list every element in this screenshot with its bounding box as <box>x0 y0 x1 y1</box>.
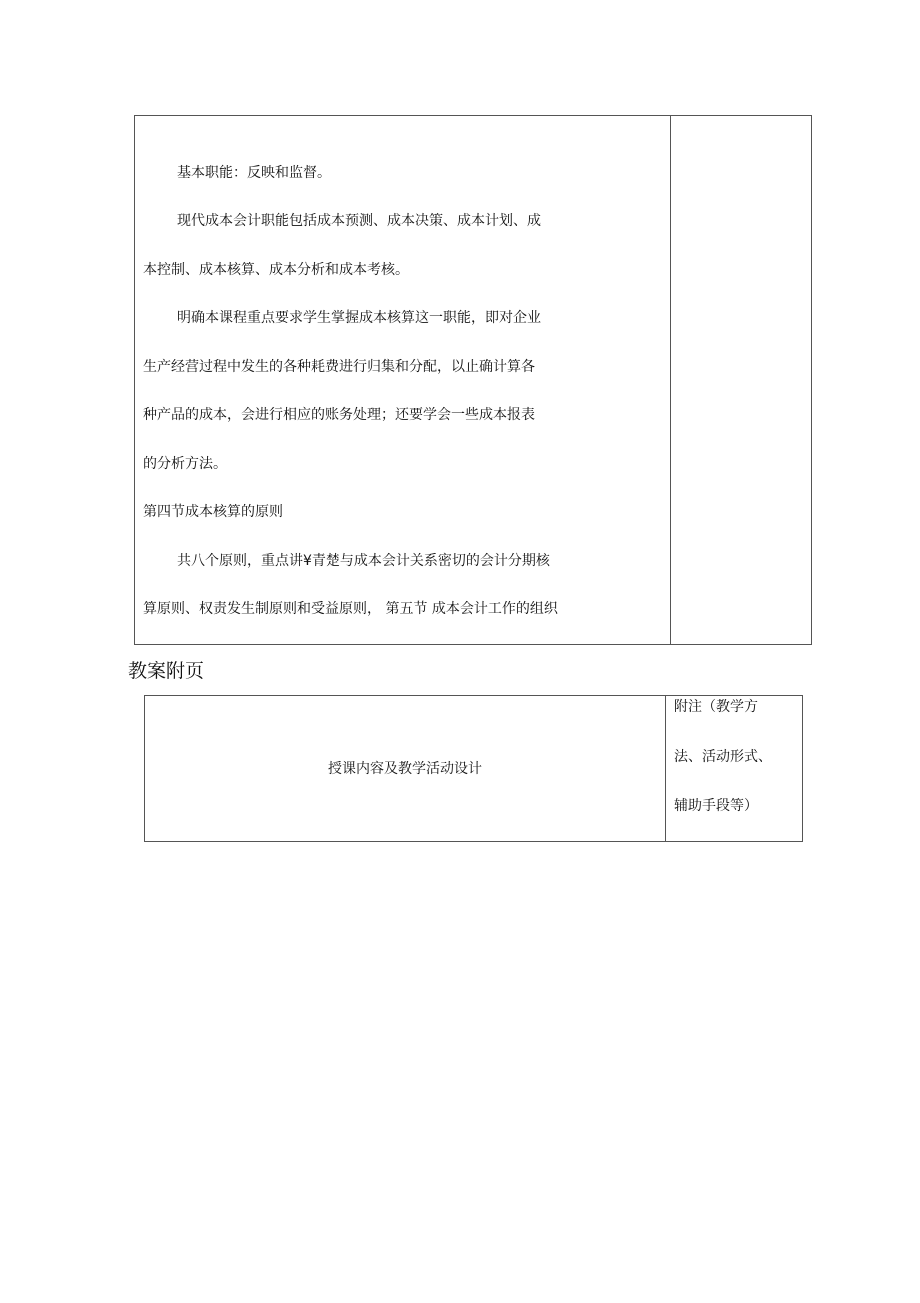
column-divider <box>665 696 666 841</box>
section-heading: 第四节成本核算的原则 <box>143 504 283 520</box>
content-line-5: 生产经营过程中发生的各种耗费进行归集和分配，以止确计算各 <box>143 359 535 375</box>
content-line-3: 本控制、成本核算、成本分析和成本考核。 <box>143 262 409 278</box>
content-line-6: 种产品的成本，会进行相应的账务处理；还要学会一些成本报表 <box>143 407 535 423</box>
appendix-title: 教案附页 <box>128 660 205 682</box>
header-main-cell: 授课内容及教学活动设计 <box>328 761 482 777</box>
content-line-7: 的分析方法。 <box>143 456 227 472</box>
column-divider <box>670 116 671 644</box>
content-line-9: 共八个原则，重点讲¥青楚与成本会计关系密切的会计分期核 <box>177 553 550 569</box>
content-line-2: 现代成本会计职能包括成本预测、成本决策、成本计划、成 <box>177 213 541 229</box>
header-note-line-1: 附注（教学方 <box>674 699 758 715</box>
appendix-header-table <box>144 695 803 842</box>
header-note-line-2: 法、活动形式、 <box>674 749 772 765</box>
content-line-4: 明确本课程重点要求学生掌握成本核算这一职能，即对企业 <box>177 310 541 326</box>
header-note-line-3: 辅助手段等） <box>674 798 758 814</box>
content-table <box>134 115 812 645</box>
content-line-1: 基本职能：反映和监督。 <box>177 165 331 181</box>
content-line-10: 算原则、权责发生制原则和受益原则， 第五节 成本会计工作的组织 <box>143 601 558 617</box>
